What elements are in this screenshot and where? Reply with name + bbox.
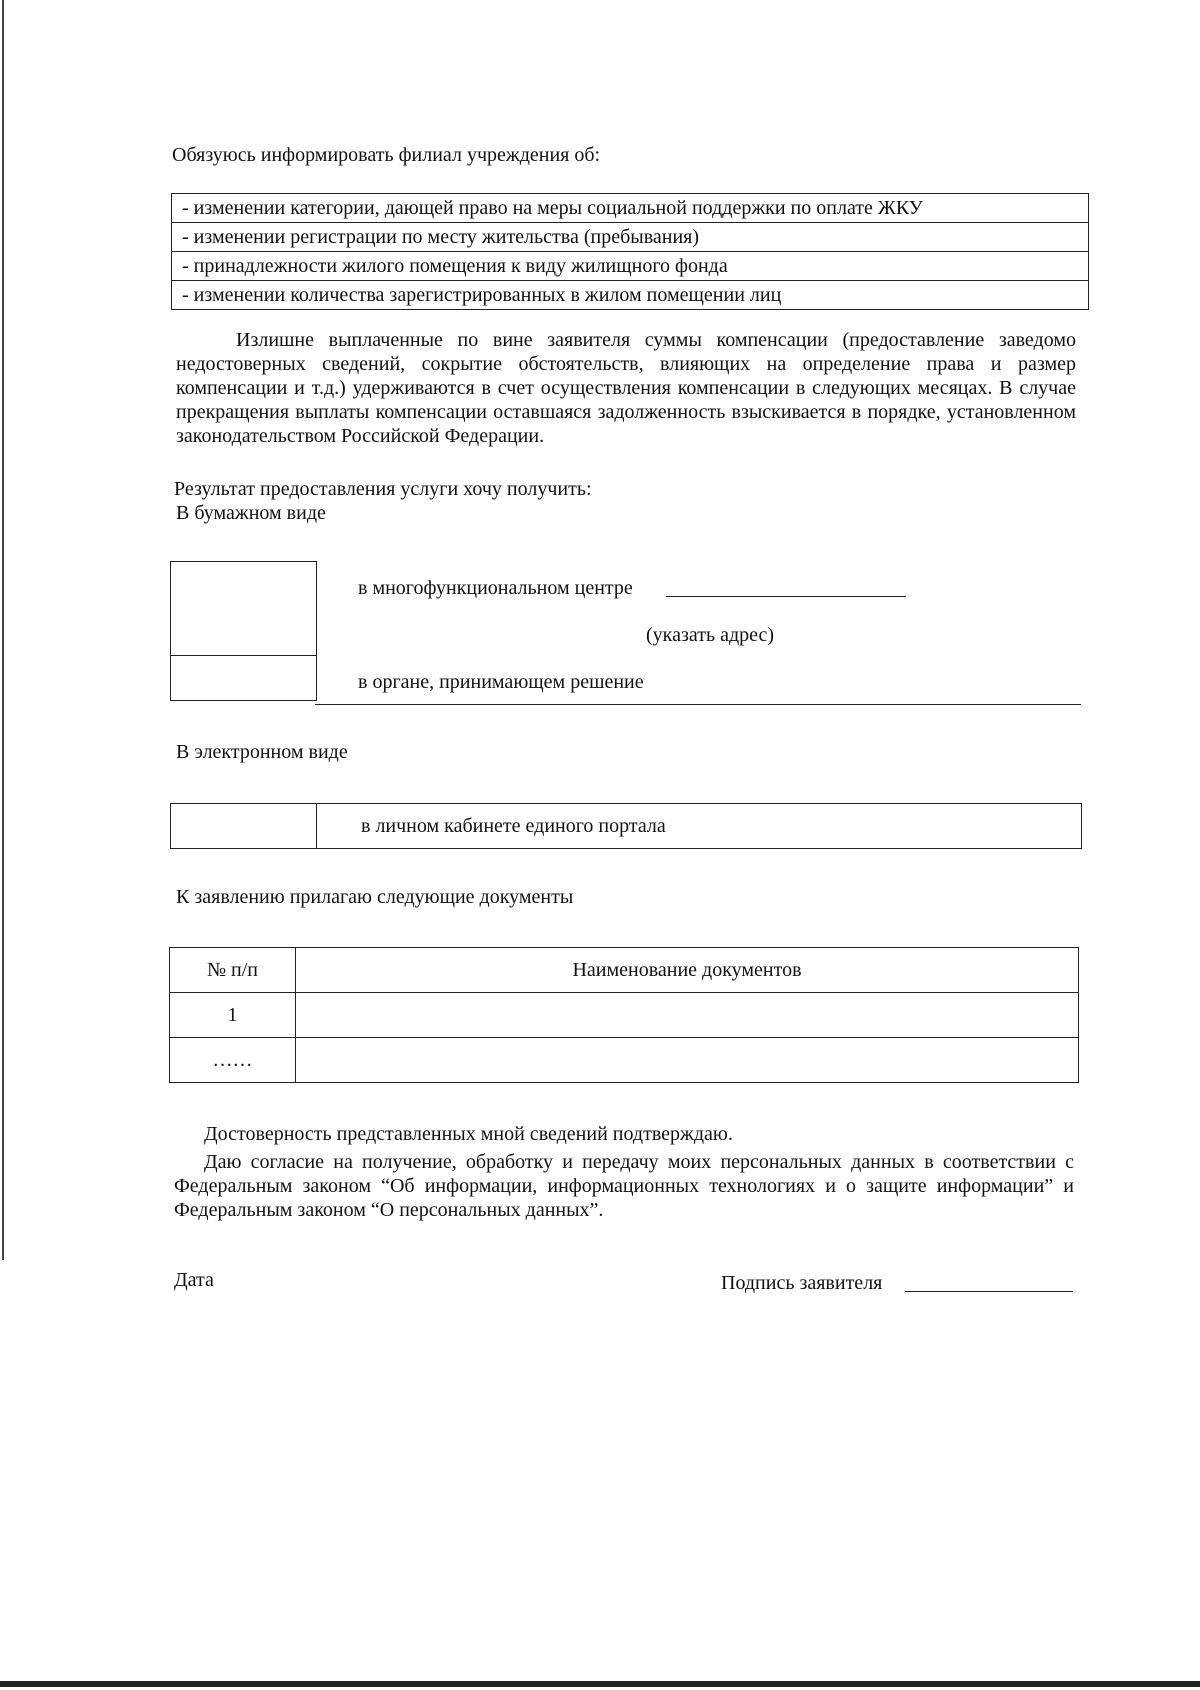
table-row xyxy=(170,1038,1079,1083)
portal-label: в личном кабинете единого портала xyxy=(317,804,1082,849)
mfc-label: в многофункциональном центре xyxy=(358,577,633,599)
date-label: Дата xyxy=(174,1269,214,1291)
inform-heading: Обязуюсь информировать филиал учреждения об: xyxy=(172,144,601,166)
confirmation-text: Достоверность представленных мной сведений подтверждаю. xyxy=(204,1123,733,1145)
portal-option-table xyxy=(170,803,1082,849)
organ-label: в органе, принимающем решение xyxy=(358,671,644,693)
overpayment-paragraph: Излишне выплаченные по вине заявителя суммы компенсации (предоставление заведомо недостоверных сведений, сокрытие обстоятельств, влияющих на определение права и размер компенсации и т.д.) удерживаются в счет осуществления компенсации в следующих месяцах. В случае прекращения выплаты компенсации оставшаяся задолженность взыскивается в порядке, установленном законодательством Российской Федерации. xyxy=(176,329,1076,447)
paper-form-label: В бумажном виде xyxy=(176,502,326,524)
mfc-address-field[interactable] xyxy=(666,596,906,597)
inform-item: - принадлежности жилого помещения к виду жилищного фонда xyxy=(172,252,1089,281)
inform-item: - изменении количества зарегистрированных в жилом помещении лиц xyxy=(172,281,1089,310)
signature-label: Подпись заявителя xyxy=(721,1272,883,1294)
signature-field[interactable] xyxy=(905,1291,1073,1292)
organ-checkbox[interactable] xyxy=(170,654,317,701)
inform-row xyxy=(172,252,1089,281)
inform-item: - изменении категории, дающей право на меры социальной поддержки по оплате ЖКУ xyxy=(172,194,1089,223)
documents-title: К заявлению прилагаю следующие документы xyxy=(176,886,574,908)
organ-underline xyxy=(315,704,1081,705)
document-name-cell[interactable] xyxy=(296,1038,1079,1083)
scan-left-edge xyxy=(2,0,4,1260)
inform-row xyxy=(172,281,1089,310)
mfc-checkbox[interactable] xyxy=(170,561,317,656)
row-number: …… xyxy=(170,1038,296,1083)
inform-item: - изменении регистрации по месту жительства (пребывания) xyxy=(172,223,1089,252)
inform-table xyxy=(171,193,1089,310)
table-header-row xyxy=(170,948,1079,993)
address-hint: (указать адрес) xyxy=(646,624,775,646)
result-title: Результат предоставления услуги хочу получить: xyxy=(174,478,592,500)
document-name-cell[interactable] xyxy=(296,993,1079,1038)
table-row xyxy=(170,993,1079,1038)
portal-checkbox[interactable] xyxy=(171,804,317,849)
col-header-name: Наименование документов xyxy=(296,948,1079,993)
documents-table xyxy=(169,947,1079,1083)
row-number: 1 xyxy=(170,993,296,1038)
consent-paragraph: Даю согласие на получение, обработку и передачу моих персональных данных в соответствии с Федеральным законом “Об информации, информационных технологиях и о защите информации” и Федеральным законом “О персональных данных”. xyxy=(174,1151,1074,1221)
scan-bottom-edge xyxy=(0,1681,1200,1687)
inform-row xyxy=(172,194,1089,223)
electronic-form-label: В электронном виде xyxy=(176,741,348,763)
inform-row xyxy=(172,223,1089,252)
col-header-number: № п/п xyxy=(170,948,296,993)
